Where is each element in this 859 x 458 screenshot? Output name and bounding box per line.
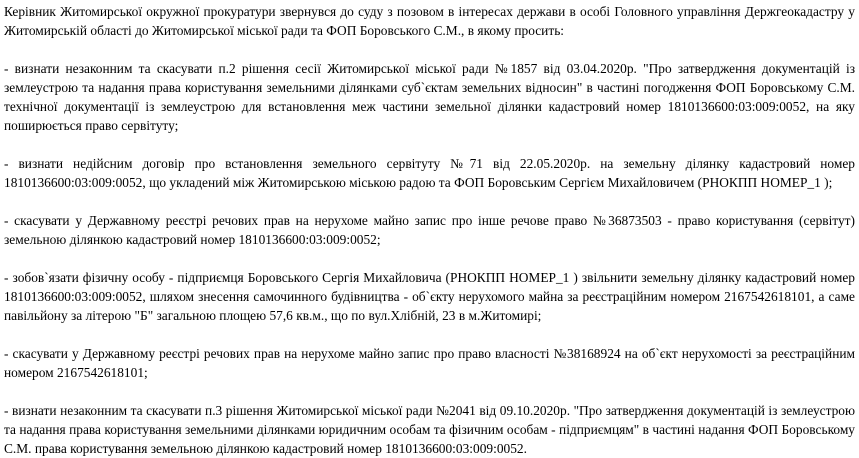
- claim-paragraph-2: - визнати недійсним договір про встановлення земельного сервітуту №71 від 22.05.2020р. на земельну ділянку кадастровий номер 1810136600:03:009:0052, що укладений між Житомирською міською радою та ФОП Боровським Сергієм Михайловичем (РНОКПП НОМЕР_1 );: [4, 156, 855, 190]
- claim-paragraph-3: - скасувати у Державному реєстрі речових прав на нерухоме майно запис про інше речове право №36873503 - право користування (сервітут) земельною ділянкою кадастровий номер 1810136600:03:009:0052;: [4, 213, 855, 247]
- claim-paragraph-5: - скасувати у Державному реєстрі речових прав на нерухоме майно запис про право власності №38168924 на об`єкт нерухомості за реєстраційним номером 2167542618101;: [4, 346, 855, 380]
- claim-paragraph-1: - визнати незаконним та скасувати п.2 рішення сесії Житомирської міської ради №1857 від 03.04.2020р. "Про затвердження документацій із землеустрою та надання права користування земельними ділянками суб`єктам земельних відносин" в частині погодження ФОП Боровському С.М. технічної документації із землеустрою для встановлення меж частини земельної ділянки кадастровий номер 1810136600:03:009:0052, на яку поширюється право сервітуту;: [4, 61, 855, 133]
- intro-paragraph: Керівник Житомирської окружної прокуратури звернувся до суду з позовом в інтересах держави в особі Головного управління Держгеокадастру у Житомирській області до Житомирської міської ради та ФОП Боровського С.М., в якому просить:: [4, 4, 855, 38]
- claim-paragraph-6: - визнати незаконним та скасувати п.3 рішення Житомирської міської ради №2041 від 09.10.2020р. "Про затвердження документацій із землеустрою та надання права користування земельними ділянками юридичним особам та фізичним особам - підприємцям" в частині надання ФОП Боровському С.М. права користування земельною ділянкою кадастровий номер 1810136600:03:009:0052.: [4, 403, 855, 456]
- claim-paragraph-4: - зобов`язати фізичну особу - підприємця Боровського Сергія Михайловича (РНОКПП НОМЕР_1 ) звільнити земельну ділянку кадастровий номер 1810136600:03:009:0052, шляхом знесення самочинного будівництва - об`єкту нерухомого майна за реєстраційним номером 2167542618101, а саме павільйону за літерою "Б" загальною площею 57,6 кв.м., що по вул.Хлібній, 23 в м.Житомирі;: [4, 270, 855, 323]
